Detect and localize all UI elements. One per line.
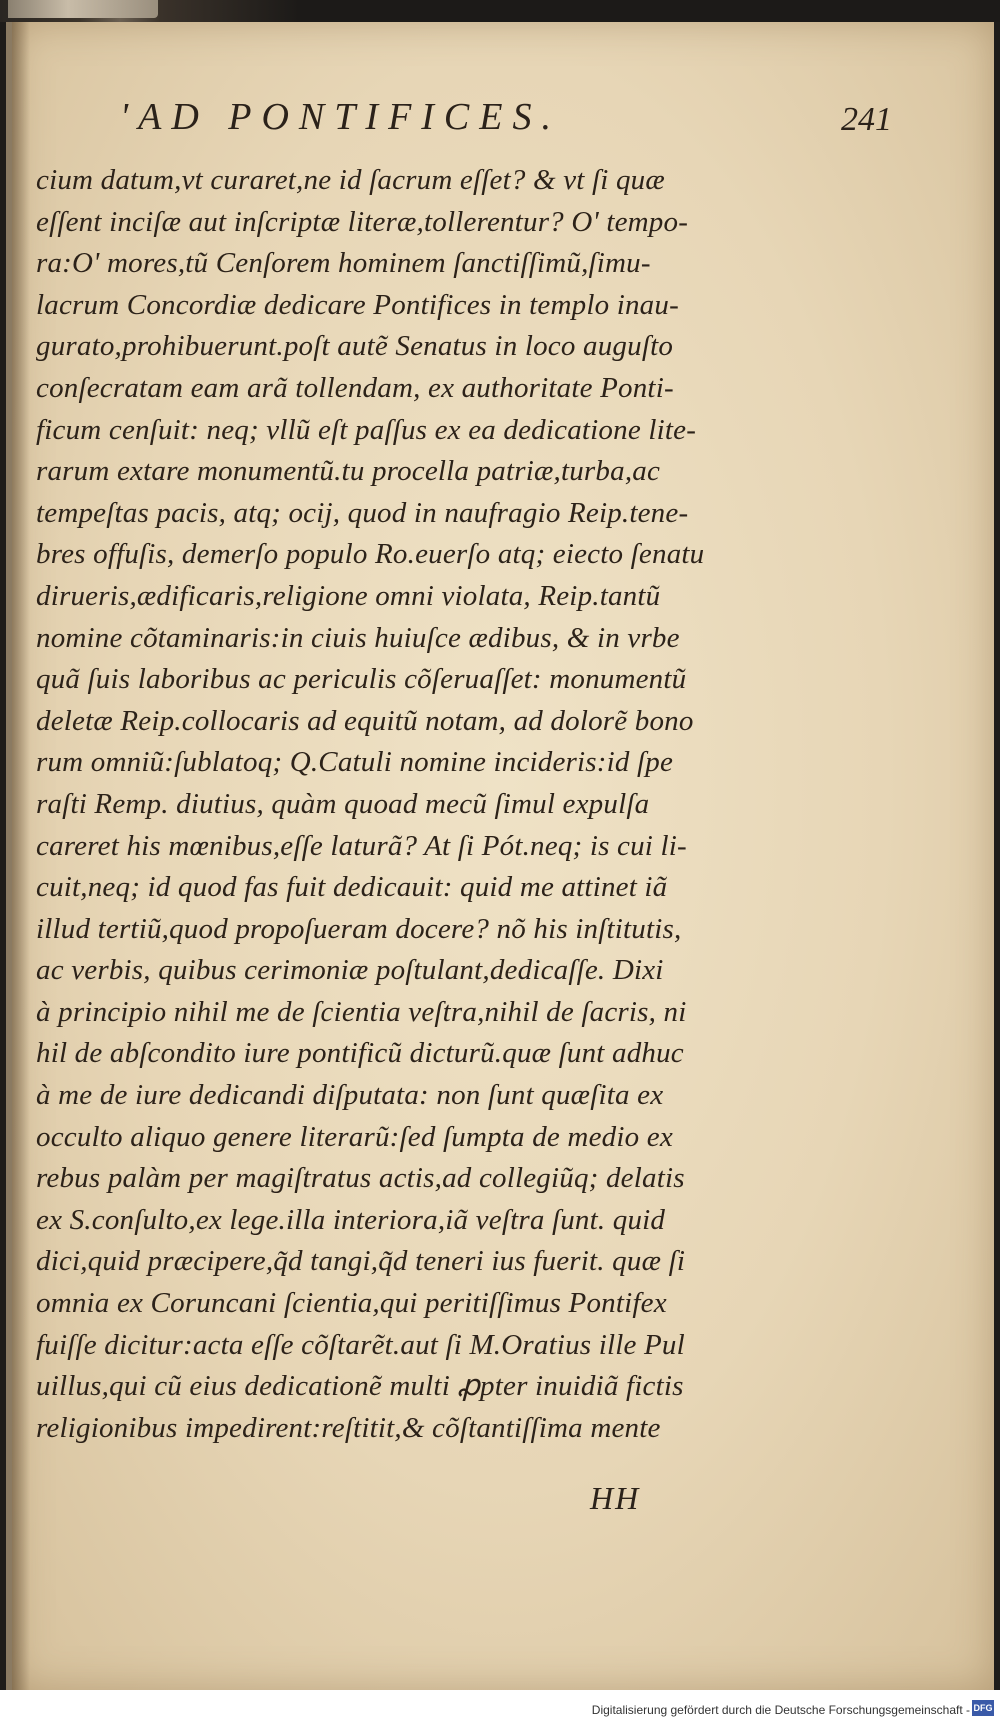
text-line: lacrum Concordiæ dedicare Pontifices in templo inau- [36, 288, 679, 321]
text-line: dici,quid præcipere,q̃d tangi,q̃d teneri ius fuerit. quæ ſi [36, 1245, 686, 1278]
text-line: nomine cõtaminaris:in ciuis huiuſce ædibus, & in vrbe [36, 621, 680, 654]
text-line: religionibus impedirent:reſtitit,& cõſtantiſſima mente [36, 1411, 661, 1444]
page-gutter-shadow [12, 22, 30, 1690]
text-line: occulto aliquo genere literarũ:ſed ſumpta de medio ex [36, 1120, 673, 1153]
text-line: hil de abſcondito iure pontificũ dicturũ.quæ ſunt adhuc [36, 1037, 684, 1070]
running-head [120, 95, 900, 155]
text-line: illud tertiũ,quod propoſueram docere? nõ his inſtitutis, [36, 912, 682, 945]
text-line: ac verbis, quibus cerimoniæ poſtulant,dedicaſſe. Dixi [36, 954, 664, 987]
text-line: gurato,prohibuerunt.poſt autẽ Senatus in loco auguſto [36, 330, 674, 363]
text-line: omnia ex Coruncani ſcientia,qui peritiſſimus Pontifex [36, 1287, 667, 1320]
text-line: bres offuſis, demerſo populo Ro.euerſo atq; eiecto ſenatu [36, 538, 705, 571]
text-line: rebus palàm per magiſtratus actis,ad collegiũq; delatis [36, 1162, 685, 1195]
funding-credit: Digitalisierung gefördert durch die Deutsche Forschungsgemeinschaft - [591, 1703, 970, 1717]
text-line: dirueris,ædificaris,religione omni violata, Reip.tantũ [36, 579, 661, 612]
book-edge-strip [0, 0, 1000, 22]
text-line: conſecratam eam arã tollendam, ex authoritate Ponti- [36, 371, 674, 404]
dfg-logo: DFG [972, 1700, 994, 1716]
text-line: uillus,qui cũ eius dedicationẽ multi ꝓpter inuidiã fictis [36, 1370, 684, 1403]
text-line: cium datum,vt curaret,ne id ſacrum eſſet? & vt ſi quæ [36, 164, 665, 196]
running-head-title: 'AD PONTIFICES. [120, 96, 561, 138]
catchword: HH [590, 1480, 641, 1516]
text-line: tempeſtas pacis, atq; ocij, quod in naufragio Reip.tene- [36, 496, 689, 529]
text-line: cuit,neq; id quod fas fuit dedicauit: quid me attinet iã [36, 871, 668, 904]
text-line: à principio nihil me de ſcientia veſtra,nihil de ſacris, ni [36, 995, 687, 1028]
text-line: careret his mœnibus,eſſe laturã? At ſi Pót.neq; is cui li- [36, 829, 687, 862]
text-line: rarum extare monumentũ.tu procella patriæ,turba,ac [36, 455, 661, 488]
text-line: ex S.conſulto,ex lege.illa interiora,iã veſtra ſunt. quid [36, 1203, 666, 1236]
text-line: rum omniũ:ſublatoq; Q.Catuli nomine incideris:id ſpe [36, 746, 674, 779]
page-number: 241 [841, 101, 892, 138]
text-line: fuiſſe dicitur:acta eſſe cõſtarẽt.aut ſi M.Oratius ille Pul [36, 1328, 685, 1361]
digitization-footer [0, 1690, 1000, 1726]
body-text [36, 160, 786, 1449]
text-line: ra:O' mores,tũ Cenſorem hominem ſanctiſſimũ,ſimu- [36, 247, 651, 280]
text-line: raſti Remp. diutius, quàm quoad mecũ ſimul expulſa [36, 787, 650, 820]
text-line: quã ſuis laboribus ac periculis cõſeruaſſet: monumentũ [36, 663, 687, 696]
text-line: ficum cenſuit: neq; vllũ eſt paſſus ex ea dedicatione lite- [36, 413, 697, 446]
book-spine-fragment [8, 0, 158, 18]
text-line: deletæ Reip.collocaris ad equitũ notam, ad dolorẽ bono [36, 704, 694, 737]
text-line: à me de iure dedicandi diſputata: non ſunt quæſita ex [36, 1079, 664, 1112]
text-line: eſſent inciſæ aut inſcriptæ literæ,tollerentur? O' tempo- [36, 205, 689, 238]
